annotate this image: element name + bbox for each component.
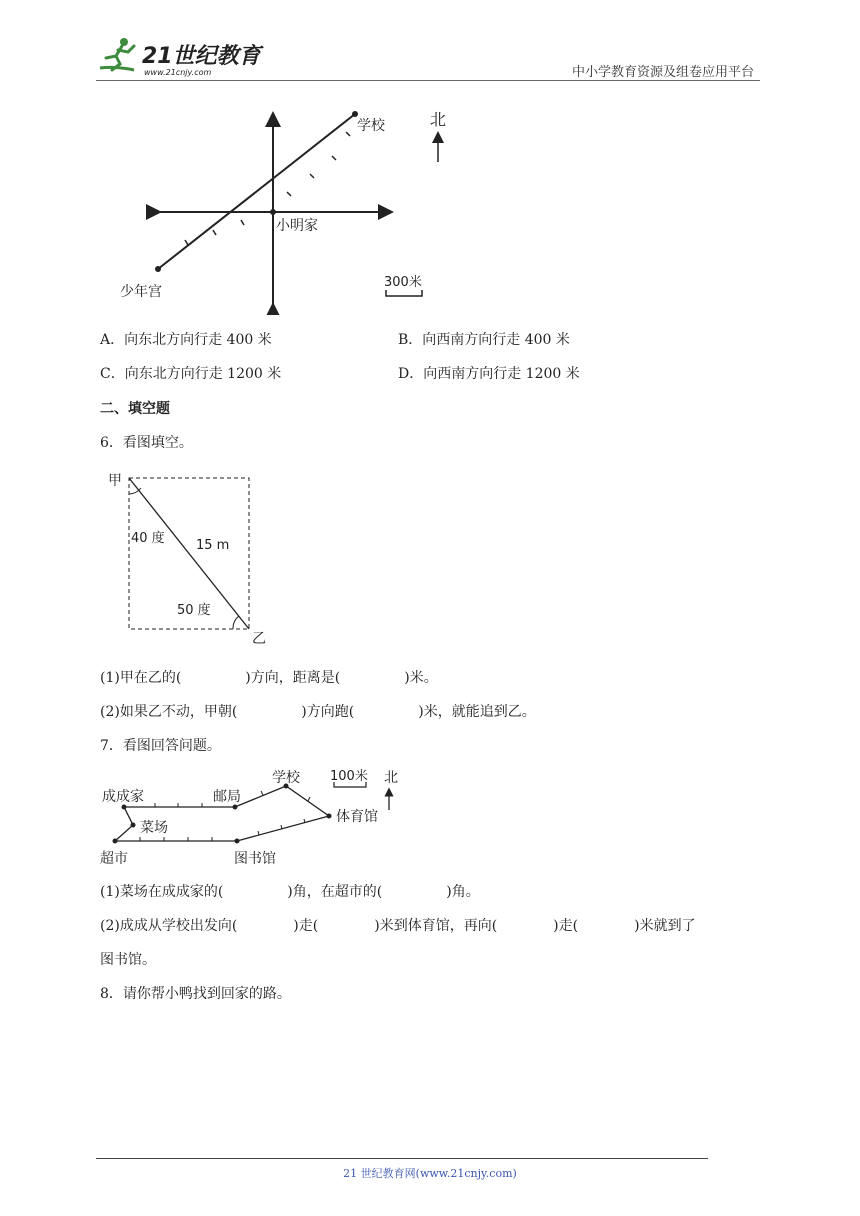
q7-sub1: (1)菜场在成成家的( )角，在超市的( )角。 (100, 884, 480, 900)
scale-label: 100米 (330, 769, 368, 784)
q5-option-d: D．向西南方向行走 1200 米 (398, 366, 580, 382)
angle-arc-yi (233, 616, 239, 629)
distance-label: 15 m (196, 538, 230, 553)
q7-sub2: (2)成成从学校出发向( )走( )米到体育馆，再向( )走( )米就到了 (100, 918, 696, 934)
angle-50-label: 50 度 (177, 603, 211, 618)
q5-option-a: A．向东北方向行走 400 米 (100, 332, 272, 348)
scale-label: 300米 (384, 275, 422, 290)
north-label: 北 (384, 770, 398, 786)
home-point (270, 209, 276, 215)
logo-url: www.21cnjy.com (144, 68, 212, 77)
header-divider (96, 80, 760, 81)
school-label: 学校 (357, 118, 385, 134)
chengcheng-home-label: 成成家 (102, 789, 144, 805)
q6-stem: 6．看图填空。 (100, 435, 193, 451)
angle-40-label: 40 度 (131, 531, 165, 546)
q5-option-c: C．向东北方向行走 1200 米 (100, 366, 282, 382)
footer-divider (96, 1158, 708, 1159)
home-label: 小明家 (276, 218, 318, 234)
yi-label: 乙 (252, 631, 266, 647)
q5-direction-map (110, 100, 470, 315)
palace-point (155, 266, 161, 272)
route-line (158, 114, 355, 269)
q6-sub2: (2)如果乙不动，甲朝( )方向跑( )米，就能追到乙。 (100, 704, 536, 720)
q7-stem: 7．看图回答问题。 (100, 738, 221, 754)
q7-route-map (96, 762, 416, 870)
gym-label: 体育馆 (336, 809, 378, 825)
jia-label: 甲 (108, 473, 122, 489)
supermarket-label: 超市 (100, 851, 128, 867)
q5-option-b: B．向西南方向行走 400 米 (398, 332, 570, 348)
q6-figure (100, 468, 280, 648)
library-label: 图书馆 (234, 851, 276, 867)
school-label: 学校 (272, 770, 300, 786)
school-point (352, 111, 358, 117)
q6-sub1: (1)甲在乙的( )方向，距离是( )米。 (100, 670, 438, 686)
market-label: 菜场 (140, 820, 168, 836)
platform-name: 中小学教育资源及组卷应用平台 (571, 65, 754, 80)
q8-stem: 8．请你帮小鸭找到回家的路。 (100, 986, 291, 1002)
section-title: 二、填空题 (100, 401, 170, 417)
site-logo (96, 36, 266, 78)
palace-label: 少年宫 (120, 284, 162, 300)
footer-text: 21 世纪教育网(www.21cnjy.com) (343, 1167, 517, 1180)
q7-sub2-cont: 图书馆。 (100, 952, 156, 968)
logo-text: 21世纪教育 (142, 44, 261, 69)
runner-logo-icon (96, 36, 266, 78)
north-label: 北 (430, 110, 447, 129)
scale-bar (386, 290, 422, 296)
post-office-label: 邮局 (213, 789, 241, 805)
